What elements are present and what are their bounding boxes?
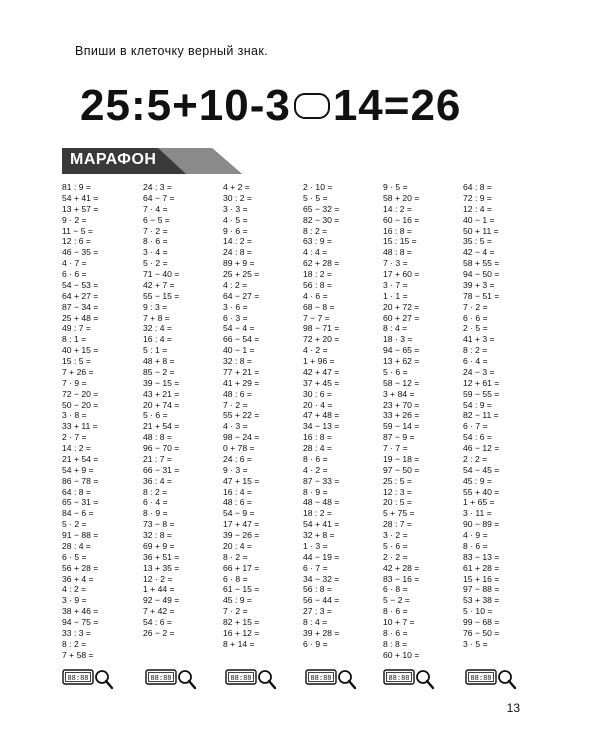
exercise-item: 8 : 2 =	[143, 486, 168, 497]
exercise-item: 17 + 47 =	[223, 519, 260, 530]
exercise-item: 16 : 4 =	[143, 334, 172, 345]
exercise-item: 87 − 33 =	[303, 475, 340, 486]
exercise-item: 34 − 32 =	[303, 573, 340, 584]
exercise-item: 39 + 3 =	[463, 279, 495, 290]
exercise-item: 39 − 26 =	[223, 530, 260, 540]
exercise-item: 18 : 2 =	[303, 508, 332, 519]
exercise-column	[223, 182, 259, 650]
exercise-item: 8 : 4 =	[383, 323, 408, 334]
exercise-item: 20 : 4 =	[223, 540, 252, 551]
exercise-item: 38 + 46 =	[62, 606, 99, 617]
puzzle-equation	[80, 82, 461, 130]
exercise-item: 76 − 50 =	[463, 627, 500, 638]
exercise-item: 2 · 10 =	[303, 182, 333, 192]
instruction-text: Впиши в клеточку верный знак.	[75, 44, 269, 58]
exercise-item: 4 · 2 =	[303, 345, 328, 356]
exercise-item: 3 · 3 =	[223, 203, 248, 214]
section-banner	[62, 148, 242, 174]
exercise-item: 97 − 50 =	[383, 464, 420, 475]
exercise-item: 64 − 7 =	[143, 192, 175, 203]
exercise-item: 37 + 45 =	[303, 377, 340, 388]
exercise-item: 30 : 6 =	[303, 388, 332, 399]
exercise-item: 77 + 21 =	[223, 366, 260, 377]
exercise-item: 6 · 6 =	[62, 269, 87, 279]
answer-box[interactable]	[294, 93, 330, 119]
exercise-item: 56 : 8 =	[303, 279, 332, 290]
exercise-item: 28 : 7 =	[383, 519, 412, 530]
exercise-item: 42 + 28 =	[383, 562, 420, 573]
exercise-item: 6 · 4 =	[463, 356, 488, 366]
exercise-item: 85 − 2 =	[143, 366, 175, 377]
exercise-item: 2 · 5 =	[463, 323, 488, 334]
exercise-item: 82 − 11 =	[463, 410, 499, 421]
exercise-item: 24 : 6 =	[223, 453, 252, 464]
exercise-item: 21 + 54 =	[143, 421, 180, 432]
exercise-item: 64 : 8 =	[463, 182, 492, 192]
exercise-item: 6 · 7 =	[463, 421, 488, 432]
exercise-item: 60 + 27 =	[383, 312, 420, 323]
exercise-item: 16 : 4 =	[223, 486, 252, 497]
exercise-item: 33 + 11 =	[62, 421, 98, 432]
exercise-item: 45 : 9 =	[463, 475, 492, 486]
exercise-item: 3 · 9 =	[62, 595, 87, 606]
exercise-item: 54 − 4 =	[223, 323, 255, 334]
exercise-item: 8 : 8 =	[383, 638, 408, 649]
exercise-item: 1 · 1 =	[383, 290, 408, 301]
exercise-item: 54 : 6 =	[143, 617, 172, 627]
exercise-item: 16 : 8 =	[303, 432, 332, 443]
exercise-item: 72 + 20 =	[303, 334, 340, 345]
exercise-item: 99 − 68 =	[463, 617, 500, 627]
exercise-item: 97 − 88 =	[463, 584, 500, 595]
exercise-item: 82 + 15 =	[223, 617, 260, 627]
puzzle-left: 25:5+10-3	[80, 81, 291, 130]
exercise-item: 55 + 40 =	[463, 486, 500, 497]
exercise-item: 54 − 45 =	[463, 464, 500, 475]
exercise-item: 6 · 7 =	[303, 562, 328, 573]
exercise-item: 2 · 2 =	[383, 551, 408, 562]
svg-text:88:88: 88:88	[388, 675, 410, 683]
exercise-item: 48 − 48 =	[303, 497, 340, 508]
exercise-item: 9 · 5 =	[383, 182, 408, 192]
exercise-item: 42 − 4 =	[463, 247, 495, 258]
exercise-item: 9 · 2 =	[62, 214, 87, 225]
exercise-item: 50 + 11 =	[463, 225, 499, 236]
exercise-item: 7 · 2 =	[463, 301, 488, 312]
exercise-item: 1 · 3 =	[303, 540, 328, 551]
exercise-item: 21 + 54 =	[62, 453, 99, 464]
exercise-item: 9 · 3 =	[223, 464, 248, 475]
exercise-item: 5 − 2 =	[383, 595, 410, 606]
exercise-item: 8 : 4 =	[303, 617, 328, 627]
exercise-item: 21 : 7 =	[143, 453, 172, 464]
exercise-item: 4 · 6 =	[303, 290, 328, 301]
exercise-item: 46 − 35 =	[62, 247, 99, 258]
exercise-item: 54 − 9 =	[223, 508, 255, 519]
exercise-item: 54 + 41 =	[62, 192, 99, 203]
exercise-item: 8 · 6 =	[463, 540, 488, 551]
exercise-item: 15 : 15 =	[383, 236, 417, 247]
exercise-item: 50 − 20 =	[62, 399, 99, 410]
exercise-item: 56 − 44 =	[303, 595, 340, 606]
exercise-item: 58 + 55 =	[463, 258, 500, 269]
exercise-item: 48 : 8 =	[143, 432, 172, 443]
exercise-item: 7 + 8 =	[143, 312, 170, 323]
exercise-item: 49 : 7 =	[62, 323, 91, 334]
exercise-item: 25 + 48 =	[62, 312, 99, 323]
exercise-item: 42 + 47 =	[303, 366, 340, 377]
exercise-item: 83 − 16 =	[383, 573, 420, 584]
exercise-item: 2 : 2 =	[463, 453, 488, 464]
stopwatch-magnifier-icon	[305, 668, 357, 690]
exercise-item: 23 + 70 =	[383, 399, 420, 410]
exercise-item: 25 : 5 =	[383, 475, 412, 486]
exercise-item: 16 : 8 =	[383, 225, 412, 236]
exercise-item: 24 : 8 =	[223, 247, 252, 258]
exercise-item: 83 − 13 =	[463, 551, 500, 562]
exercise-item: 32 : 8 =	[143, 530, 172, 540]
exercise-item: 8 · 6 =	[303, 453, 328, 464]
exercise-item: 1 + 44 =	[143, 584, 175, 595]
exercise-item: 5 : 1 =	[143, 345, 168, 356]
exercise-item: 9 · 6 =	[223, 225, 248, 236]
stopwatch-magnifier-icon	[465, 668, 517, 690]
exercise-item: 12 : 3 =	[383, 486, 412, 497]
exercise-item: 98 − 71 =	[303, 323, 340, 334]
svg-text:88:88: 88:88	[150, 675, 172, 683]
exercise-item: 8 · 6 =	[383, 627, 408, 638]
exercise-item: 55 − 15 =	[143, 290, 180, 301]
exercise-item: 60 + 10 =	[383, 649, 420, 660]
exercise-item: 47 + 48 =	[303, 410, 340, 421]
exercise-item: 20 + 72 =	[383, 301, 420, 312]
svg-text:88:88: 88:88	[470, 675, 492, 683]
exercise-item: 66 − 54 =	[223, 334, 260, 345]
exercise-item: 47 + 15 =	[223, 475, 260, 486]
exercise-item: 12 : 4 =	[463, 203, 492, 214]
puzzle-right: 14=26	[332, 81, 462, 130]
exercise-item: 8 : 2 =	[62, 638, 87, 649]
exercise-item: 2 · 7 =	[62, 432, 87, 443]
exercise-item: 7 · 2 =	[223, 399, 248, 410]
exercise-item: 6 · 8 =	[223, 573, 248, 584]
exercise-item: 15 + 16 =	[463, 573, 500, 584]
exercise-item: 55 + 22 =	[223, 410, 260, 421]
exercise-item: 68 − 8 =	[303, 301, 335, 312]
section-title: МАРАФОН	[70, 151, 157, 168]
exercise-item: 44 − 19 =	[303, 551, 340, 562]
exercise-item: 87 − 34 =	[62, 301, 99, 312]
exercise-item: 4 : 2 =	[223, 279, 248, 290]
exercise-item: 34 − 13 =	[303, 421, 340, 432]
exercise-item: 20 : 5 =	[383, 497, 412, 508]
exercise-item: 86 − 78 =	[62, 475, 99, 486]
exercise-item: 13 + 62 =	[383, 356, 420, 366]
exercise-item: 62 + 28 =	[303, 258, 340, 269]
exercise-item: 16 + 12 =	[223, 627, 260, 638]
exercise-item: 7 · 9 =	[62, 377, 87, 388]
exercise-item: 45 : 9 =	[223, 595, 252, 606]
exercise-item: 65 − 32 =	[303, 203, 340, 214]
exercise-item: 32 : 8 =	[223, 356, 252, 366]
exercise-item: 14 : 2 =	[62, 443, 91, 453]
exercise-item: 59 − 14 =	[383, 421, 420, 432]
exercise-item: 7 − 7 =	[303, 312, 330, 323]
exercise-item: 7 · 4 =	[143, 203, 168, 214]
exercise-item: 18 · 3 =	[383, 334, 413, 345]
exercise-item: 13 + 57 =	[62, 203, 99, 214]
exercise-item: 65 − 31 =	[62, 497, 99, 508]
exercise-item: 5 · 10 =	[463, 606, 493, 617]
exercise-item: 41 + 29 =	[223, 377, 260, 388]
stopwatch-magnifier-icon	[62, 668, 114, 690]
exercise-item: 3 · 4 =	[143, 247, 168, 258]
stopwatch-magnifier-icon	[225, 668, 277, 690]
stopwatch-magnifier-icon	[145, 668, 197, 690]
exercise-item: 6 · 6 =	[463, 312, 488, 323]
exercise-item: 8 · 2 =	[223, 551, 248, 562]
page-number: 13	[506, 701, 520, 715]
exercise-item: 94 − 50 =	[463, 269, 500, 279]
exercise-item: 19 − 18 =	[383, 453, 420, 464]
exercise-item: 12 · 2 =	[143, 573, 173, 584]
exercise-item: 3 · 2 =	[383, 530, 408, 540]
exercise-item: 18 : 2 =	[303, 269, 332, 279]
exercise-item: 63 : 9 =	[303, 236, 332, 247]
exercise-item: 35 : 5 =	[463, 236, 492, 247]
exercise-column	[62, 182, 98, 661]
exercise-item: 8 : 1 =	[62, 334, 87, 345]
exercise-item: 43 + 21 =	[143, 388, 180, 399]
exercise-item: 78 − 51 =	[463, 290, 500, 301]
exercise-item: 66 − 31 =	[143, 464, 180, 475]
exercise-item: 20 · 4 =	[303, 399, 333, 410]
exercise-item: 15 : 5 =	[62, 356, 91, 366]
exercise-item: 7 · 2 =	[143, 225, 168, 236]
exercise-item: 3 · 7 =	[383, 279, 408, 290]
exercise-item: 24 : 3 =	[143, 182, 172, 192]
exercise-item: 54 − 53 =	[62, 279, 99, 290]
exercise-item: 7 + 58 =	[62, 649, 94, 660]
exercise-item: 6 · 8 =	[383, 584, 408, 595]
exercise-item: 7 · 2 =	[223, 606, 248, 617]
exercise-item: 53 + 38 =	[463, 595, 500, 606]
exercise-item: 5 · 6 =	[383, 540, 408, 551]
exercise-item: 40 + 15 =	[62, 345, 99, 356]
exercise-item: 6 − 5 =	[143, 214, 170, 225]
exercise-item: 56 : 8 =	[303, 584, 332, 595]
exercise-item: 61 − 15 =	[223, 584, 260, 595]
exercise-item: 4 : 4 =	[303, 247, 328, 258]
exercise-item: 4 · 9 =	[463, 530, 488, 540]
exercise-item: 8 · 9 =	[143, 508, 168, 519]
exercise-column	[143, 182, 179, 639]
exercise-item: 39 + 28 =	[303, 627, 340, 638]
exercise-item: 14 : 2 =	[223, 236, 252, 247]
exercise-item: 59 − 55 =	[463, 388, 500, 399]
exercise-item: 54 : 6 =	[463, 432, 492, 443]
exercise-item: 69 + 9 =	[143, 540, 175, 551]
exercise-item: 39 − 15 =	[143, 377, 180, 388]
exercise-item: 8 : 2 =	[463, 345, 488, 356]
exercise-item: 64 + 27 =	[62, 290, 99, 301]
exercise-item: 90 − 89 =	[463, 519, 500, 530]
exercise-item: 71 − 40 =	[143, 269, 180, 279]
exercise-item: 3 + 84 =	[383, 388, 415, 399]
svg-text:88:88: 88:88	[230, 675, 252, 683]
exercise-item: 1 + 96 =	[303, 356, 335, 366]
exercise-item: 64 − 27 =	[223, 290, 260, 301]
exercise-item: 6 · 4 =	[143, 497, 168, 508]
svg-text:88:88: 88:88	[67, 675, 89, 683]
exercise-item: 5 + 75 =	[383, 508, 415, 519]
exercise-column	[463, 182, 499, 650]
exercise-item: 46 − 12 =	[463, 443, 500, 453]
exercise-item: 3 · 8 =	[62, 410, 87, 421]
exercise-item: 20 + 74 =	[143, 399, 180, 410]
exercise-item: 12 : 6 =	[62, 236, 91, 247]
exercise-item: 26 − 2 =	[143, 627, 175, 638]
exercise-item: 7 + 26 =	[62, 366, 94, 377]
exercise-item: 54 + 41 =	[303, 519, 340, 530]
exercise-item: 1 + 65 =	[463, 497, 495, 508]
exercise-item: 5 · 6 =	[383, 366, 408, 377]
exercise-item: 36 : 4 =	[143, 475, 172, 486]
exercise-item: 81 : 9 =	[62, 182, 91, 192]
exercise-column	[303, 182, 339, 650]
exercise-item: 8 · 9 =	[303, 486, 328, 497]
exercise-item: 9 : 3 =	[143, 301, 168, 312]
exercise-item: 91 − 88 =	[62, 530, 99, 540]
exercise-item: 40 − 1 =	[463, 214, 495, 225]
exercise-item: 4 · 3 =	[223, 421, 248, 432]
exercise-item: 56 + 28 =	[62, 562, 99, 573]
exercise-item: 7 · 7 =	[383, 443, 408, 453]
exercise-item: 54 + 9 =	[62, 464, 94, 475]
exercise-item: 82 − 30 =	[303, 214, 340, 225]
exercise-item: 8 · 6 =	[143, 236, 168, 247]
exercise-item: 89 + 9 =	[223, 258, 255, 269]
exercise-column	[383, 182, 419, 661]
exercise-item: 5 · 2 =	[143, 258, 168, 269]
exercise-item: 36 + 4 =	[62, 573, 94, 584]
exercise-item: 6 · 5 =	[62, 551, 87, 562]
exercise-item: 7 + 42 =	[143, 606, 175, 617]
exercise-item: 5 · 5 =	[303, 192, 328, 203]
exercise-item: 98 − 24 =	[223, 432, 260, 443]
exercise-item: 61 + 28 =	[463, 562, 500, 573]
exercise-item: 48 : 6 =	[223, 388, 252, 399]
exercise-item: 13 + 35 =	[143, 562, 180, 573]
exercise-item: 6 · 9 =	[303, 638, 328, 649]
exercise-item: 10 + 7 =	[383, 617, 415, 627]
exercise-item: 40 − 1 =	[223, 345, 255, 356]
exercise-item: 48 : 6 =	[223, 497, 252, 508]
exercise-item: 58 − 12 =	[383, 377, 420, 388]
exercise-item: 14 : 2 =	[383, 203, 412, 214]
exercise-item: 58 + 20 =	[383, 192, 420, 203]
exercise-item: 24 − 3 =	[463, 366, 495, 377]
exercise-item: 8 : 2 =	[303, 225, 328, 236]
exercise-item: 8 · 6 =	[383, 606, 408, 617]
exercise-item: 73 − 8 =	[143, 519, 175, 530]
exercise-item: 60 − 16 =	[383, 214, 420, 225]
exercise-item: 4 : 2 =	[62, 584, 87, 595]
exercise-item: 87 − 9 =	[383, 432, 415, 443]
exercise-item: 48 : 8 =	[383, 247, 412, 258]
exercise-item: 3 · 5 =	[463, 638, 488, 649]
exercise-item: 27 : 3 =	[303, 606, 332, 617]
stopwatch-magnifier-icon	[383, 668, 435, 690]
exercise-item: 5 · 2 =	[62, 519, 87, 530]
exercise-item: 66 + 17 =	[223, 562, 260, 573]
exercise-item: 30 : 2 =	[223, 192, 252, 203]
exercise-item: 3 · 6 =	[223, 301, 248, 312]
exercise-item: 11 − 5 =	[62, 225, 93, 236]
exercise-item: 0 + 78 =	[223, 443, 255, 453]
exercise-item: 94 − 65 =	[383, 345, 420, 356]
exercise-item: 17 + 60 =	[383, 269, 420, 279]
exercise-item: 28 : 4 =	[303, 443, 332, 453]
exercise-item: 8 + 14 =	[223, 638, 255, 649]
exercise-item: 5 · 6 =	[143, 410, 168, 421]
svg-text:88:88: 88:88	[310, 675, 332, 683]
exercise-item: 28 : 4 =	[62, 540, 91, 551]
exercise-item: 32 + 8 =	[303, 530, 335, 540]
exercise-item: 4 · 5 =	[223, 214, 248, 225]
exercise-item: 33 + 26 =	[383, 410, 420, 421]
exercise-item: 64 : 8 =	[62, 486, 91, 497]
exercise-item: 36 + 51 =	[143, 551, 180, 562]
exercise-item: 42 + 7 =	[143, 279, 175, 290]
exercise-item: 72 − 20 =	[62, 388, 99, 399]
exercise-item: 54 : 9 =	[463, 399, 492, 410]
exercise-item: 72 : 9 =	[463, 192, 492, 203]
exercise-item: 7 · 3 =	[383, 258, 408, 269]
exercise-item: 12 + 61 =	[463, 377, 500, 388]
exercise-item: 84 − 6 =	[62, 508, 94, 519]
exercise-item: 4 + 2 =	[223, 182, 250, 192]
exercise-item: 94 − 75 =	[62, 617, 99, 627]
exercise-item: 41 + 3 =	[463, 334, 495, 345]
exercise-item: 4 · 2 =	[303, 464, 328, 475]
exercise-item: 92 − 49 =	[143, 595, 180, 606]
exercise-item: 33 : 3 =	[62, 627, 91, 638]
exercise-item: 3 · 11 =	[463, 508, 492, 519]
exercise-item: 96 − 70 =	[143, 443, 180, 453]
exercise-item: 4 · 7 =	[62, 258, 87, 269]
exercise-item: 25 + 25 =	[223, 269, 260, 279]
exercise-item: 48 + 8 =	[143, 356, 175, 366]
exercise-item: 6 · 3 =	[223, 312, 248, 323]
exercise-item: 32 : 4 =	[143, 323, 172, 334]
